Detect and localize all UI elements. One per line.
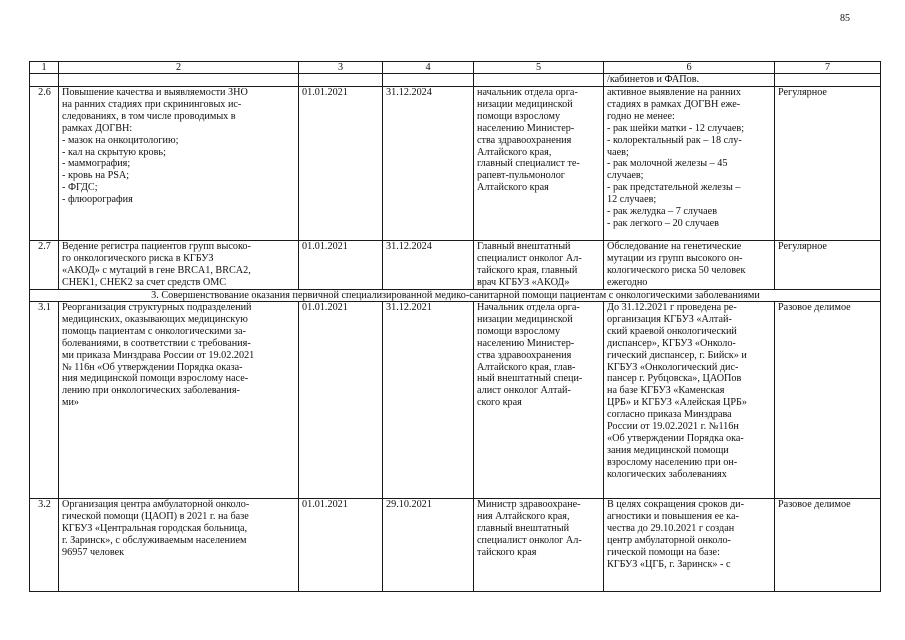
end-date: 31.12.2024 bbox=[383, 241, 474, 290]
text-line: болеваниями, в соответствии с требования- bbox=[62, 337, 251, 349]
text-line: «Об утверждении Порядка ока- bbox=[607, 432, 744, 444]
text-line: ства здравоохранения bbox=[477, 349, 572, 361]
text-line: рапевт-пульмонолог bbox=[477, 170, 565, 182]
text-line: центр амбулаторной онколо- bbox=[607, 534, 731, 546]
text-line: тайского края, главный bbox=[477, 264, 578, 276]
text-line: 12 случаев; bbox=[607, 194, 657, 206]
text-line: - рак легкого – 20 случаев bbox=[607, 217, 719, 229]
event-description bbox=[59, 87, 299, 241]
text-line: организация КГБУЗ «Алтай- bbox=[607, 313, 732, 325]
text-line: чества до 29.10.2021 г создан bbox=[607, 522, 735, 534]
text-line: низации медицинской bbox=[477, 313, 573, 325]
cell-empty bbox=[474, 74, 604, 87]
text-line: ский краевой онкологический bbox=[607, 325, 737, 337]
text-line: на базе КГБУЗ «Каменская bbox=[607, 385, 725, 397]
text-line: - рак желудка – 7 случаев bbox=[607, 206, 718, 218]
column-number: 7 bbox=[775, 62, 881, 74]
text-line: населению Министер- bbox=[477, 122, 575, 134]
text-line: - кровь на PSA; bbox=[62, 170, 130, 182]
text-line: медицинских, оказывающих медицинскую bbox=[62, 313, 248, 325]
text-line: взрослому населению при он- bbox=[607, 456, 738, 468]
table-row bbox=[30, 302, 881, 499]
text-line: случаев; bbox=[607, 170, 644, 182]
text-line: ми» bbox=[62, 397, 79, 409]
text-line: на ранних стадиях при скрининговых ис- bbox=[62, 98, 242, 110]
text-line: - колоректальный рак – 18 слу- bbox=[607, 134, 742, 146]
text-line: В целях сокращения сроков ди- bbox=[607, 499, 745, 510]
continuation-row bbox=[30, 74, 881, 87]
text-line: лению при онкологических заболевания- bbox=[62, 385, 240, 397]
text-line: помощи взрослому bbox=[477, 110, 561, 122]
text-line: помощь пациентам с онкологическими за- bbox=[62, 325, 246, 337]
text-line: главный внештатный bbox=[477, 522, 570, 534]
row-number: 3.2 bbox=[30, 499, 59, 592]
cell-empty bbox=[30, 74, 59, 87]
cell-empty bbox=[59, 74, 299, 87]
expected-result bbox=[604, 499, 775, 592]
table-row bbox=[30, 241, 881, 290]
text-line: активное выявление на ранних bbox=[607, 87, 741, 98]
text-line: Организация центра амбулаторной онколо- bbox=[62, 499, 250, 510]
start-date: 01.01.2021 bbox=[299, 87, 383, 241]
text-line: согласно приказа Минздрава bbox=[607, 409, 732, 421]
column-number: 2 bbox=[59, 62, 299, 74]
page-number: 85 bbox=[840, 13, 850, 24]
text-line: рамках ДОГВН: bbox=[62, 122, 133, 134]
text-line: стадиях в рамках ДОГВН еже- bbox=[607, 98, 741, 110]
text-line: № 116н «Об утверждении Порядка оказа- bbox=[62, 361, 243, 373]
responsible-person bbox=[474, 241, 604, 290]
column-numbers-row bbox=[30, 62, 881, 74]
expected-result bbox=[604, 87, 775, 241]
text-line: - мазок на онкоцитологию; bbox=[62, 134, 179, 146]
cell-empty bbox=[299, 74, 383, 87]
text-line: ния Алтайского края, bbox=[477, 510, 570, 522]
text-line: - рак предстательной железы – bbox=[607, 182, 741, 194]
text-line: алист онколог Алтай- bbox=[477, 385, 571, 397]
table-row bbox=[30, 87, 881, 241]
text-line: ния медицинской помощи взрослому насе- bbox=[62, 373, 249, 385]
text-line: - рак шейки матки - 12 случаев; bbox=[607, 122, 745, 134]
column-number: 6 bbox=[604, 62, 775, 74]
text-line: Обследование на генетические bbox=[607, 241, 742, 252]
text-line: - маммография; bbox=[62, 158, 131, 170]
text-line: ства здравоохранения bbox=[477, 134, 572, 146]
text-line: годно не менее: bbox=[607, 110, 675, 122]
text-line: - кал на скрытую кровь; bbox=[62, 146, 166, 158]
column-number: 1 bbox=[30, 62, 59, 74]
text-line: Алтайского края, глав- bbox=[477, 361, 576, 373]
event-description bbox=[59, 499, 299, 592]
expected-result bbox=[604, 241, 775, 290]
event-description bbox=[59, 302, 299, 499]
cell-empty bbox=[383, 74, 474, 87]
continuation-result: /кабинетов и ФАПов. bbox=[604, 74, 775, 87]
text-line: КГБУЗ «Онкологический дис- bbox=[607, 361, 739, 373]
text-line: Повышение качества и выявляемости ЗНО bbox=[62, 87, 248, 98]
text-line: КГБУЗ «ЦГБ, г. Заринск» - с bbox=[607, 558, 731, 570]
cell-empty bbox=[775, 74, 881, 87]
text-line: Реорганизация структурных подразделений bbox=[62, 302, 252, 313]
text-line: - флюорография bbox=[62, 194, 133, 206]
text-line: - ФГДС; bbox=[62, 182, 98, 194]
text-line: тайского края bbox=[477, 546, 537, 558]
text-line: следованиях, в том числе проводимых в bbox=[62, 110, 236, 122]
end-date: 31.12.2021 bbox=[383, 302, 474, 499]
text-line: Министр здравоохране- bbox=[477, 499, 581, 510]
row-number: 2.6 bbox=[30, 87, 59, 241]
column-number: 4 bbox=[383, 62, 474, 74]
text-line: ежегодно bbox=[607, 276, 648, 288]
end-date: 29.10.2021 bbox=[383, 499, 474, 592]
event-description bbox=[59, 241, 299, 290]
text-line: мутации из групп высокого он- bbox=[607, 252, 743, 264]
text-line: - рак молочной железы – 45 bbox=[607, 158, 728, 170]
text-line: Алтайского края bbox=[477, 182, 549, 194]
text-line: г. Заринск», с обслуживаемым населением bbox=[62, 534, 247, 546]
text-line: чаев; bbox=[607, 146, 629, 158]
section-row bbox=[30, 290, 881, 302]
event-type: Разовое делимое bbox=[775, 499, 881, 592]
text-line: врач КГБУЗ «АКОД» bbox=[477, 276, 570, 288]
text-line: ный внештатный специ- bbox=[477, 373, 583, 385]
plan-table bbox=[29, 61, 881, 592]
text-line: специалист онколог Ал- bbox=[477, 534, 582, 546]
text-line: Алтайского края, bbox=[477, 146, 552, 158]
text-line: Ведение регистра пациентов групп высоко- bbox=[62, 241, 251, 252]
start-date: 01.01.2021 bbox=[299, 499, 383, 592]
text-line: 96957 человек bbox=[62, 546, 125, 558]
text-line: гической помощи на базе: bbox=[607, 546, 720, 558]
text-line: гической помощи (ЦАОП) в 2021 г. на базе bbox=[62, 510, 249, 522]
text-line: кологического риска 50 человек bbox=[607, 264, 746, 276]
text-line: помощи взрослому bbox=[477, 325, 561, 337]
end-date: 31.12.2024 bbox=[383, 87, 474, 241]
text-line: ми приказа Минздрава России от 19.02.2021 bbox=[62, 349, 255, 361]
event-type: Регулярное bbox=[775, 241, 881, 290]
text-line: специалист онколог Ал- bbox=[477, 252, 582, 264]
text-line: пансер г. Рубцовска», ЦАОПов bbox=[607, 373, 742, 385]
text-line: России от 19.02.2021 г. №116н bbox=[607, 421, 739, 433]
text-line: диспансер», КГБУЗ «Онколо- bbox=[607, 337, 736, 349]
text-line: ЦРБ» и КГБУЗ «Алейская ЦРБ» bbox=[607, 397, 747, 409]
text-line: КГБУЗ «Центральная городская больница, bbox=[62, 522, 248, 534]
text-line: гический диспансер, г. Бийск» и bbox=[607, 349, 747, 361]
expected-result bbox=[604, 302, 775, 499]
responsible-person bbox=[474, 302, 604, 499]
responsible-person bbox=[474, 499, 604, 592]
text-line: начальник отдела орга- bbox=[477, 87, 578, 98]
event-type: Разовое делимое bbox=[775, 302, 881, 499]
text-line: До 31.12.2021 г проведена ре- bbox=[607, 302, 737, 313]
text-line: населению Министер- bbox=[477, 337, 575, 349]
row-number: 2.7 bbox=[30, 241, 59, 290]
event-type: Регулярное bbox=[775, 87, 881, 241]
text-line: зания медицинской помощи bbox=[607, 444, 729, 456]
table-row bbox=[30, 499, 881, 592]
row-number: 3.1 bbox=[30, 302, 59, 499]
responsible-person bbox=[474, 87, 604, 241]
start-date: 01.01.2021 bbox=[299, 241, 383, 290]
start-date: 01.01.2021 bbox=[299, 302, 383, 499]
text-line: главный специалист те- bbox=[477, 158, 580, 170]
text-line: Начальник отдела орга- bbox=[477, 302, 580, 313]
text-line: кологических заболеваниях bbox=[607, 468, 727, 480]
column-number: 3 bbox=[299, 62, 383, 74]
text-line: ского края bbox=[477, 397, 522, 409]
column-number: 5 bbox=[474, 62, 604, 74]
text-line: «АКОД» с мутаций в гене BRCA1, BRCA2, bbox=[62, 264, 251, 276]
section-title: 3. Совершенствование оказания первичной специализированной медико-санитарной помощи пациентам с онкологическими заболеваниями bbox=[30, 290, 881, 302]
text-line: CHEK1, CHEK2 за счет средств ОМС bbox=[62, 276, 227, 288]
text-line: го онкологического риска в КГБУЗ bbox=[62, 252, 214, 264]
text-line: Главный внештатный bbox=[477, 241, 571, 252]
text-line: агностики и повышения ее ка- bbox=[607, 510, 739, 522]
text-line: низации медицинской bbox=[477, 98, 573, 110]
